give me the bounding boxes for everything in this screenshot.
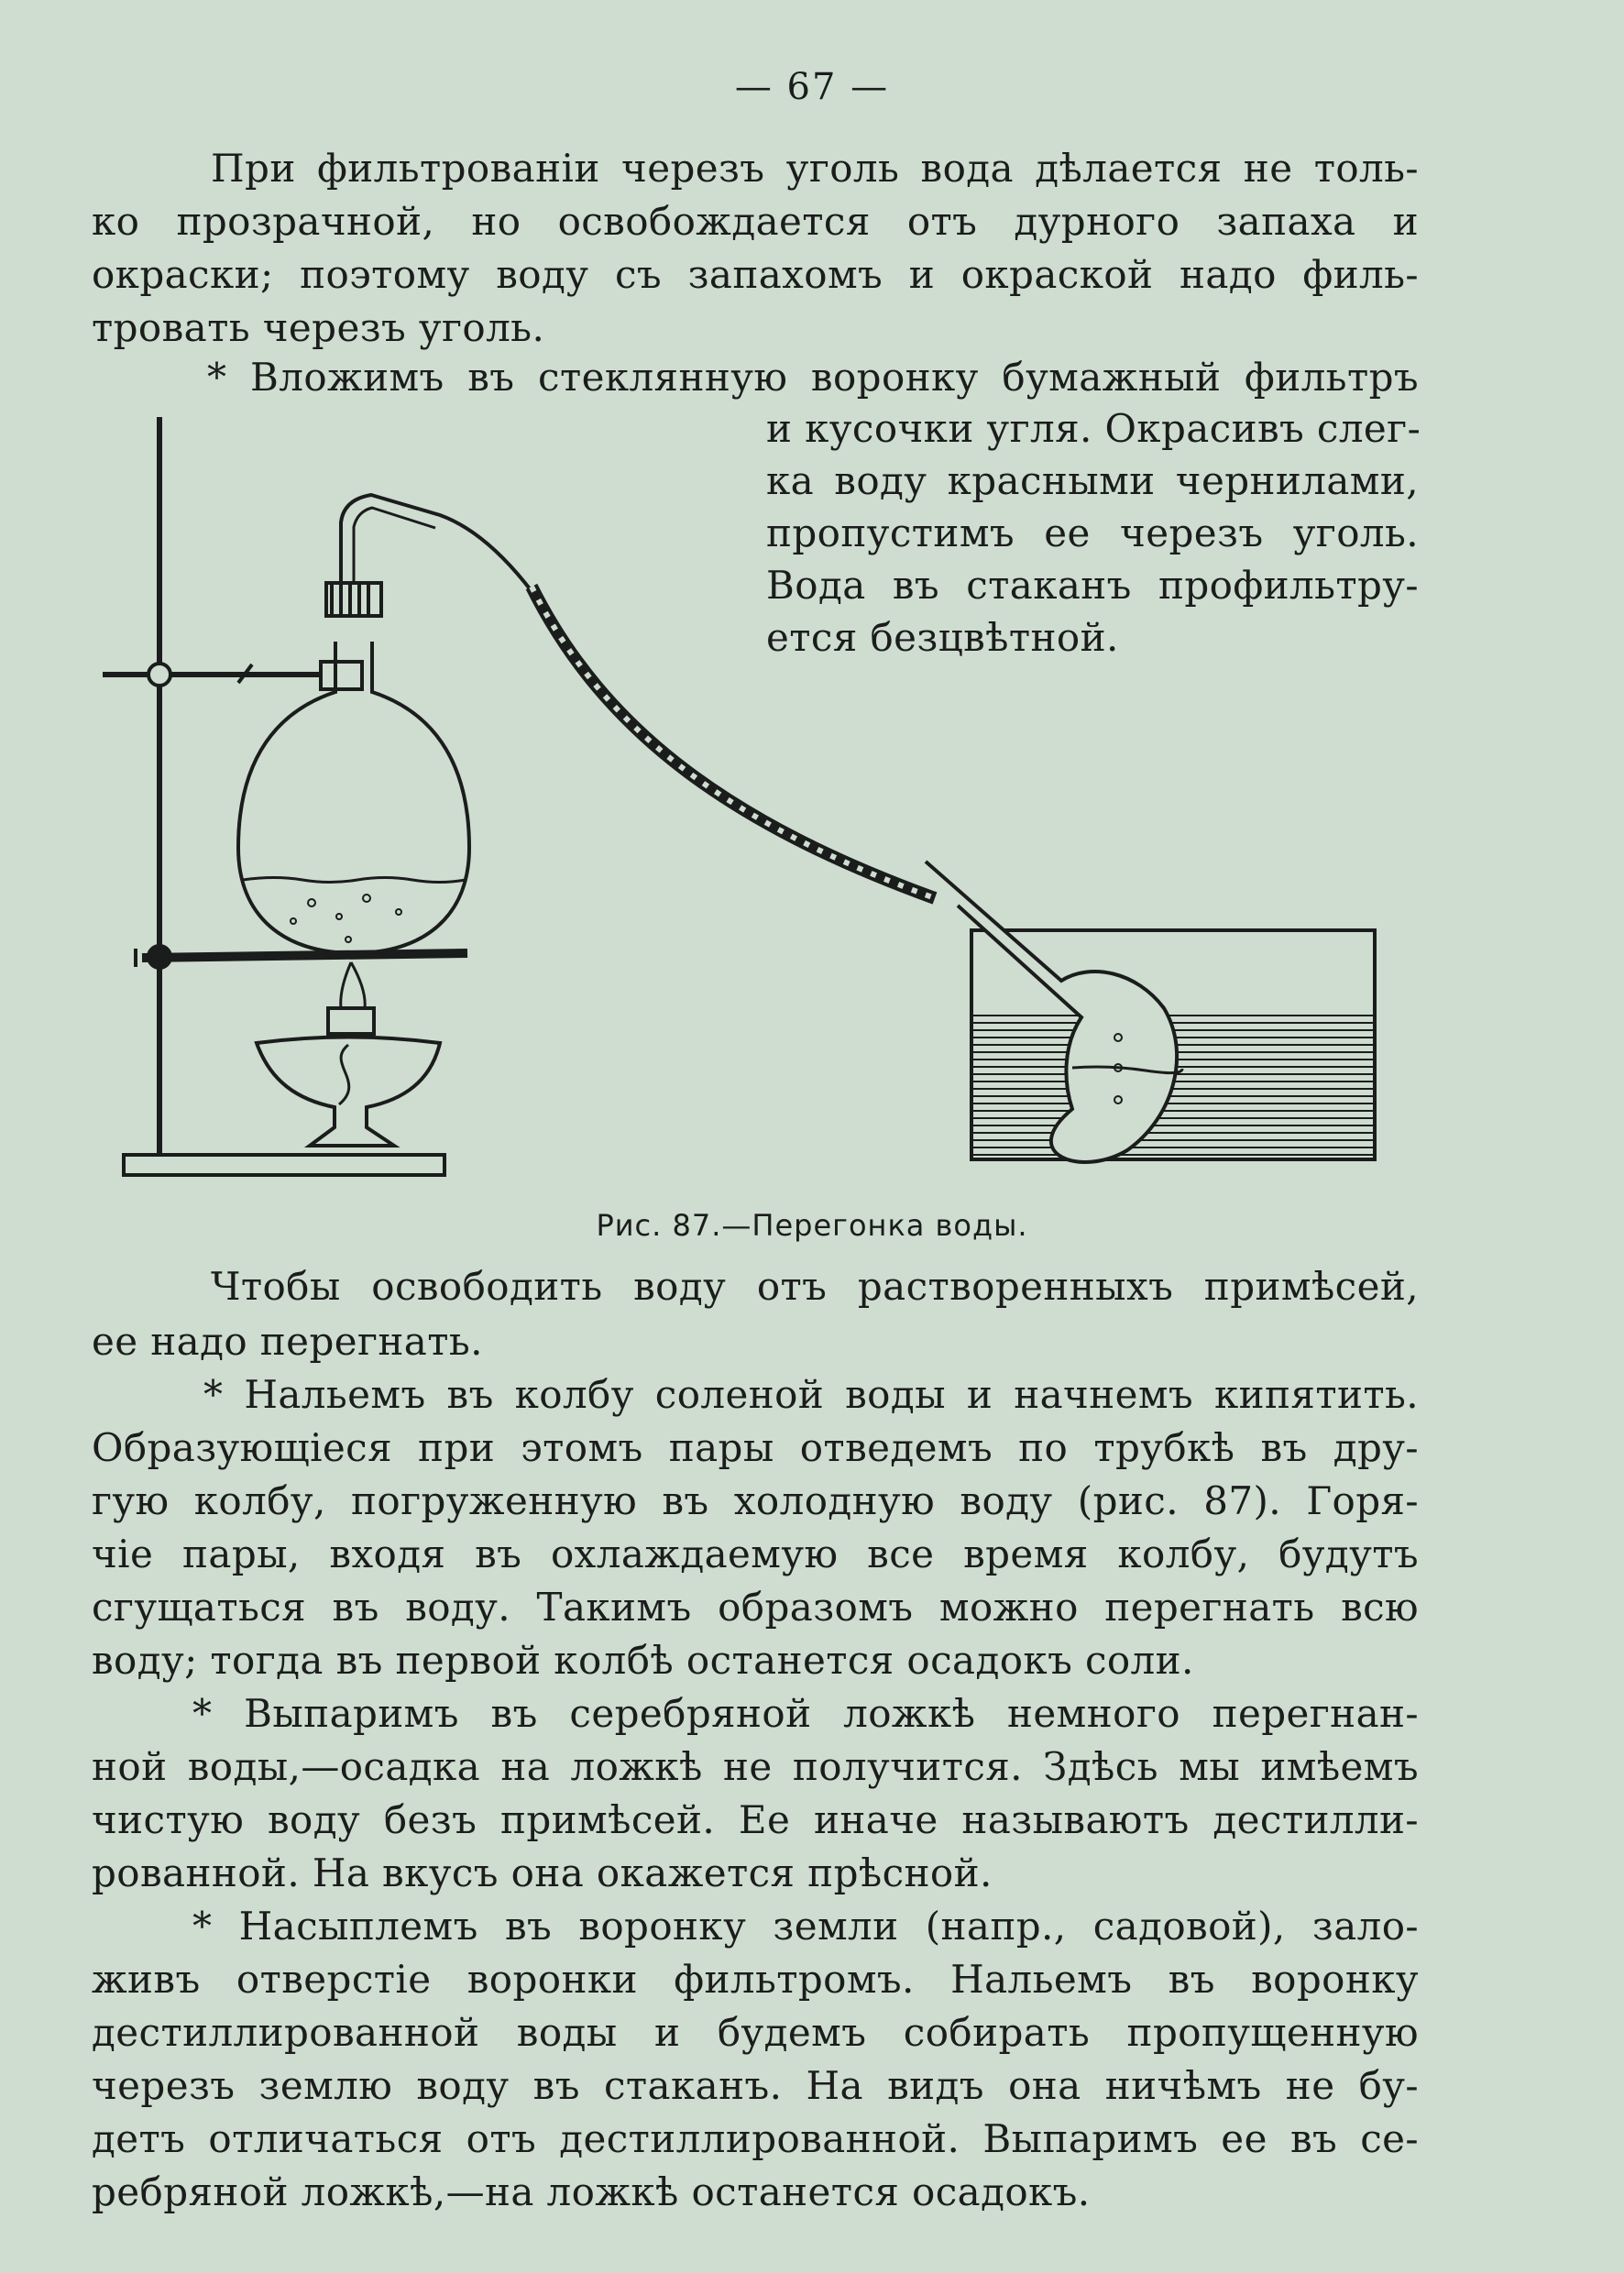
lamp-wick	[328, 1008, 374, 1034]
text-line: пропустимъ ее черезъ уголь.	[766, 511, 1419, 555]
text-line: Образующіеся при этомъ пары отведемъ по трубкѣ въ дру-	[92, 1425, 1419, 1470]
distillation-figure	[92, 403, 1393, 1191]
text-line: * Нальемъ въ колбу соленой воды и начнемъ кипятить.	[203, 1372, 1419, 1417]
stopper	[326, 583, 381, 616]
text-line: гую колбу, погруженную въ холодную воду (рис. 87). Горя-	[92, 1478, 1419, 1523]
text-line: Вода въ стаканъ профильтру-	[766, 563, 1419, 608]
flame	[341, 962, 365, 1014]
text-line: дестиллированной воды и будемъ собирать пропущенную	[92, 2010, 1419, 2055]
text-line: живъ отверстіе воронки фильтромъ. Нальемъ въ воронку	[92, 1957, 1419, 2002]
text-line: тровать черезъ уголь.	[92, 305, 545, 350]
text-line: ется безцвѣтной.	[766, 615, 1119, 660]
text-line: * Выпаримъ въ серебряной ложкѣ немного перегнан-	[192, 1691, 1419, 1736]
text-line: * Вложимъ въ стеклянную воронку бумажный фильтръ	[207, 355, 1419, 400]
text-line: окраски; поэтому воду съ запахомъ и окраской надо филь-	[92, 252, 1419, 297]
text-line: ее надо перегнать.	[92, 1319, 483, 1364]
text-line: рованной. На вкусъ она окажется прѣсной.	[92, 1850, 993, 1895]
rubber-hose	[532, 587, 935, 898]
stand-base	[124, 1155, 444, 1175]
text-line: Чтобы освободить воду отъ растворенныхъ примѣсей,	[211, 1264, 1419, 1309]
text-line: сгущаться въ воду. Такимъ образомъ можно перегнать всю	[92, 1585, 1419, 1630]
clamp-joint	[148, 664, 170, 686]
text-line: черезъ землю воду въ стаканъ. На видъ она ничѣмъ не бу-	[92, 2063, 1419, 2108]
text-line: и кусочки угля. Окрасивъ слег-	[766, 406, 1421, 451]
text-line: чистую воду безъ примѣсей. Ее иначе называютъ дестилли-	[92, 1797, 1419, 1842]
figure-caption: Рис. 87.—Перегонка воды.	[596, 1208, 1028, 1243]
text-line: ной воды,—осадка на ложкѣ не получится. Здѣсь мы имѣемъ	[92, 1744, 1419, 1789]
text-line: ребряной ложкѣ,—на ложкѣ останется осадокъ.	[92, 2169, 1091, 2214]
bubbles	[291, 895, 401, 942]
text-line: * Насыплемъ въ воронку земли (напр., садовой), зало-	[192, 1904, 1419, 1949]
text-line: детъ отличаться отъ дестиллированной. Выпаримъ ее въ се-	[92, 2116, 1419, 2161]
text-line: ко прозрачной, но освобождается отъ дурного запаха и	[92, 199, 1419, 244]
page-number: — 67 —	[734, 66, 890, 108]
text-line: При фильтрованіи черезъ уголь вода дѣлается не толь-	[211, 146, 1419, 191]
text-line: чіе пары, входя въ охлаждаемую все время колбу, будутъ	[92, 1532, 1419, 1576]
text-line: воду; тогда въ первой колбѣ останется осадокъ соли.	[92, 1638, 1194, 1683]
text-line: ка воду красными чернилами,	[766, 458, 1419, 503]
